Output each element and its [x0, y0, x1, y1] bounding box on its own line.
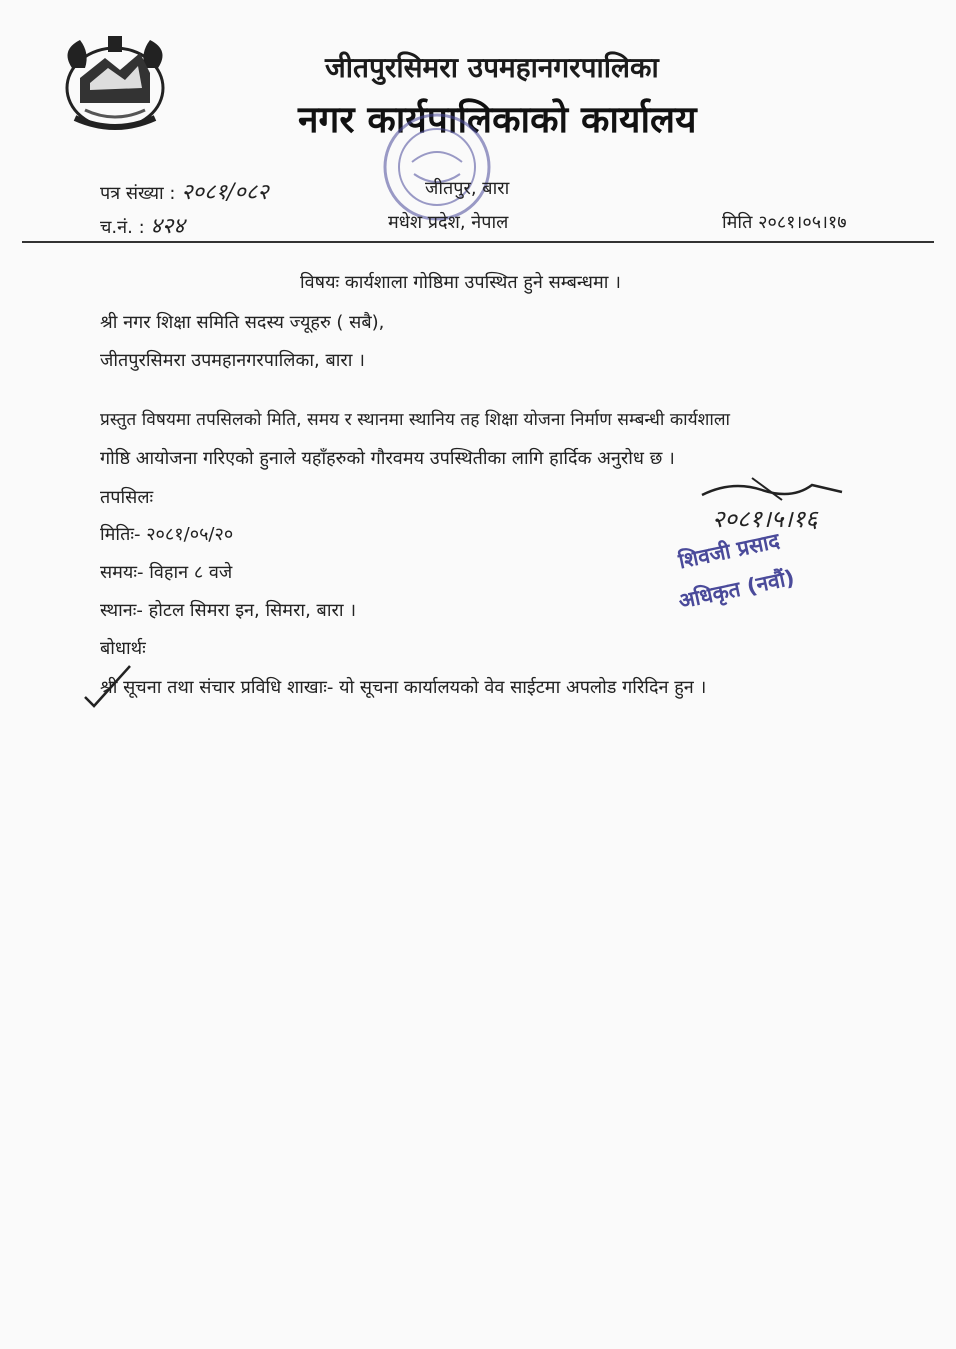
cc-line: श्री सूचना तथा संचार प्रविधि शाखाः- यो सूचना कार्यालयको वेव साईटमा अपलोड गरिदिन हुन ।	[100, 677, 707, 698]
event-time: समयः- विहान ८ वजे	[100, 562, 233, 583]
tick-mark-icon	[80, 662, 140, 712]
tapsil-heading: तपसिलः	[100, 487, 154, 508]
address-place: जीतपुर, बारा	[425, 178, 510, 199]
letter-date	[722, 210, 847, 234]
dispatch-number	[100, 210, 185, 240]
signatory-title-stamp: अधिकृत (नवौं)	[676, 565, 797, 614]
event-place: स्थानः- होटल सिमरा इन, सिमरा, बारा ।	[100, 600, 357, 621]
subject-line: विषयः कार्यशाला गोष्ठिमा उपस्थित हुने सम्बन्धमा ।	[300, 272, 621, 293]
nepal-emblem-logo	[50, 28, 180, 140]
signatory-name-stamp: शिवजी प्रसाद	[676, 528, 782, 574]
header-divider	[22, 241, 934, 243]
handwritten-date: २०८१।५।१६	[712, 505, 818, 533]
body-line-1: प्रस्तुत विषयमा तपसिलको मिति, समय र स्थानमा स्थानिय तह शिक्षा योजना निर्माण सम्बन्धी कार्यशाला	[100, 410, 731, 430]
patra-label: पत्र संख्या :	[100, 183, 176, 204]
date-label: मिति	[722, 212, 753, 233]
bodharth-heading: बोधार्थः	[100, 638, 146, 659]
chalani-value: ४२४	[150, 214, 185, 239]
recipient-line-2: जीतपुरसिमरा उपमहानगरपालिका, बारा ।	[100, 350, 365, 371]
body-line-2: गोष्ठि आयोजना गरिएको हुनाले यहाँहरुको गौरवमय उपस्थितीका लागि हार्दिक अनुरोध छ ।	[100, 448, 675, 469]
chalani-label: च.नं. :	[100, 217, 145, 238]
office-name: नगर कार्यपालिकाको कार्यालय	[298, 98, 697, 141]
recipient-line-1: श्री नगर शिक्षा समिति सदस्य ज्यूहरु ( सबै),	[100, 312, 385, 333]
letter-number	[100, 176, 269, 206]
event-date: मितिः- २०८१/०५/२०	[100, 524, 234, 545]
address-region: मधेश प्रदेश, नेपाल	[388, 212, 509, 233]
municipality-name: जीतपुरसिमरा उपमहानगरपालिका	[325, 51, 659, 84]
signature-block	[662, 470, 862, 630]
date-value: २०८१।०५।१७	[758, 212, 847, 233]
patra-value: २०८१/०८२	[181, 180, 269, 205]
